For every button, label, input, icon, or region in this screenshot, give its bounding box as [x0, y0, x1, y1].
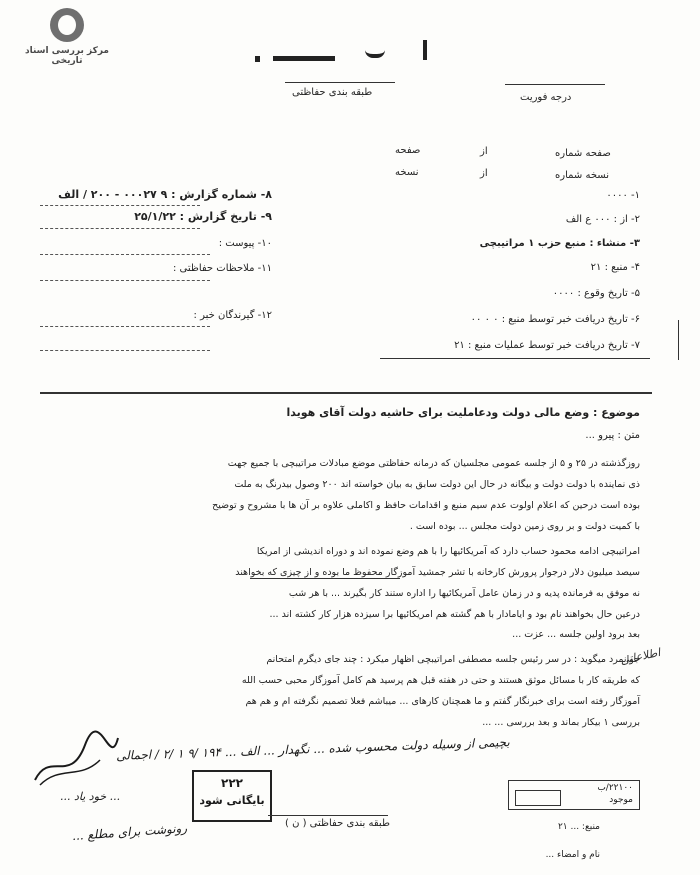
field-4-source: ۴- منبع : ۲۱ — [590, 262, 640, 273]
archive-stamp — [192, 770, 272, 822]
dashed-line — [40, 205, 200, 206]
section-divider — [380, 358, 650, 359]
body-line: بعد برود اولین جلسه ... عزت ... — [512, 629, 640, 640]
copy-label: نسخه — [395, 167, 419, 178]
body-line: روزگذشته در ۲۵ و ۵ از جلسه عمومی مجلسیان که درمانه حفاظتی موضع مبادلات مراتیبچی با جمیع جهت — [227, 458, 640, 469]
body-line: نه موفق به فرمانده پدیه و در زمان عامل آمریکائیها را اداره ستند کار بگیرند ... با هر شب — [288, 588, 640, 599]
stamp-number: ۲۲۲ — [221, 776, 243, 790]
body-line: درعین حال بخواهند نام بود و ایامادار با هم گشته هم امریکائیها برا سیزده هزار کار کشته اند ... — [269, 609, 640, 620]
page-label: صفحه — [395, 145, 421, 156]
field-7-operation: ۷- تاریخ دریافت خبر توسط عملیات منبع : ۲۱ — [454, 340, 640, 351]
salutation: متن : پیرو ... — [585, 430, 640, 441]
field-5-date: ۵- تاریخ وقوع : ۰۰۰۰ — [552, 288, 640, 299]
urgency-label: درجه فوریت — [520, 92, 572, 103]
redacted-header — [255, 40, 430, 62]
report-number-field: ۸- شماره گزارش : ۹ ۰۰۰۲۷ - ۲۰۰ / الف — [58, 188, 272, 201]
field-6-received: ۶- تاریخ دریافت خبر توسط منبع : ۰ ۰ ۰۰ — [470, 314, 640, 325]
body-line: ذی نماینده با دولت دولت و بیگانه در حال این دولت سابق به بیان خواسته اند ۲۰۰ وصول بیدرنگ به ملت — [234, 479, 640, 490]
bottom-line — [268, 815, 388, 816]
signature-right: نام و امضاء ... — [545, 850, 600, 860]
reference-line-2: موجود — [609, 795, 633, 805]
field-2: ۲- از : ۰۰۰ ع الف — [565, 214, 640, 225]
handwritten-note-left: ... خود یاد ... — [60, 790, 121, 803]
dashed-line — [40, 326, 210, 327]
copy-number-label: نسخه شماره — [555, 170, 609, 181]
body-line: جوانمرد میگوید : در سر رئیس جلسه مصطفی امراتیبچی اظهار میکرد : چند جای دیگرم امتحانم — [266, 654, 640, 665]
page-number-label: صفحه شماره — [555, 148, 611, 159]
handwritten-signature: رونوشت برای مطلع ... — [71, 821, 188, 843]
body-line: آموزگار رفته است برای خبرنگار گفتم و ما همچنان کارهای ... میباشم فعلا تصمیم نگرفته ام و هم هم — [245, 696, 640, 707]
body-line: که طریقه کار با مسائل موثق هستند و حتی در هفته قبل هم پرسید هم کامل آموزگار محبی حسب الله — [241, 675, 640, 686]
copy-from-label: از — [480, 168, 488, 179]
subject-line: موضوع : وضع مالی دولت ودعاملیت برای حاشیه دولت آقای هویدا — [286, 406, 640, 419]
body-line: بوده است درحین که اعلام اولوت عدم سیم منبع و اقدامات حافظ و اکاملی علاوه بر آن ها با مشروح و توضیح — [212, 500, 640, 511]
dashed-line — [40, 254, 210, 255]
margin-handwritten-note: اطلاعاتی — [619, 645, 662, 668]
field-1: ۱- ۰۰۰۰ — [606, 190, 640, 201]
reference-note: منبع: ... ۲۱ — [557, 822, 600, 832]
logo-text: مرکز بررسی اسناد تاریخی — [25, 46, 109, 66]
vertical-mark — [678, 320, 679, 360]
security-field: ۱۱- ملاحظات حفاظتی : — [172, 263, 272, 274]
field-3-origin: ۳- منشاء : منبع حزب ۱ مراتیبچی — [479, 238, 640, 249]
body-line: امراتیبچی ادامه محمود حساب دارد که آمریکائیها را با هم وضع نموده اند و دوراه اندیشی از امریکا — [256, 546, 640, 557]
body-line: با کمیت دولت و بر روی زمین دولت مجلس ... بوده است . — [409, 521, 640, 532]
recipients-field: ۱۲- گیرندگان خبر : — [193, 310, 272, 321]
classification-line — [285, 82, 395, 83]
attachment-field: ۱۰- پیوست : — [218, 238, 272, 249]
main-separator — [40, 392, 652, 394]
body-line: سیصد میلیون دلار درجوار پرورش کارخانه با تشر جمشید آموزگار محفوظ ما بوده و از چیزی که بخواهند — [235, 567, 640, 578]
classification-label: طبقه بندی حفاظتی — [292, 87, 373, 98]
bottom-classification-label: طبقه بندی حفاظتی ( ن ) — [285, 818, 390, 829]
dashed-line — [40, 280, 210, 281]
stamp-text: بایگانی شود — [199, 794, 265, 807]
archive-logo — [12, 8, 122, 66]
body-line: بررسی ۱ بیکار بماند و بعد بررسی ... ... — [482, 717, 640, 728]
scribble-mark — [30, 730, 120, 790]
underline — [250, 578, 400, 579]
report-date-field: ۹- تاریخ گزارش : ۲۵/۱/۲۲ — [134, 210, 272, 223]
reference-inner-box — [515, 790, 561, 806]
handwritten-annotation: بچیمی از وسیله دولت محسوب شده ... نگهدار ... الف ... ۱۹۴ /۹ ۱ /۲ / اجمالی — [116, 735, 511, 763]
dashed-line — [40, 350, 210, 351]
logo-icon — [50, 8, 84, 42]
urgency-line — [505, 84, 605, 85]
dashed-line — [40, 228, 200, 229]
reference-line-1: ۲۲۱۰۰/ب — [597, 783, 633, 793]
page-from-label: از — [480, 146, 488, 157]
